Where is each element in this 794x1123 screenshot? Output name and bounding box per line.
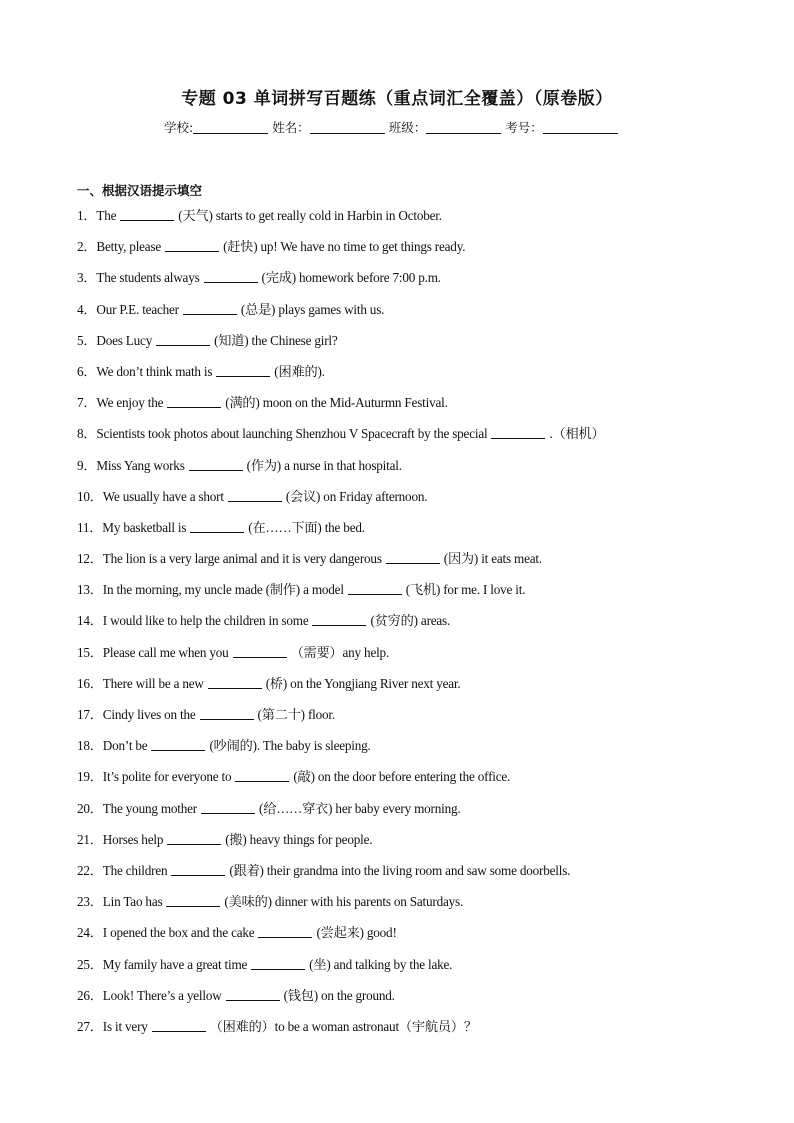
answer-blank (251, 957, 305, 970)
question-text-after: (会议) on Friday afternoon. (285, 488, 428, 504)
name-blank (310, 121, 385, 134)
answer-blank (235, 769, 289, 782)
answer-blank (189, 458, 243, 471)
question-text-after: (美味的) dinner with his parents on Saturdays. (224, 894, 464, 910)
answer-blank (200, 707, 254, 720)
question-text-after: (困难的). (274, 363, 325, 379)
question-text-before: The (96, 208, 117, 223)
question-number: 17． (77, 707, 103, 722)
question-text-after: (作为) a nurse in that hospital. (246, 457, 402, 473)
question-number: 16． (77, 675, 103, 691)
exam-number-field (505, 118, 618, 136)
question-number: 13． (77, 582, 103, 598)
name-label: 姓名： (272, 120, 310, 135)
question-text-before: Lin Tao has (102, 894, 163, 910)
question-text-after: (因为) it eats meat. (443, 551, 542, 567)
question-text-after: （困难的）to be a woman astronaut（宇航员）？ (209, 1018, 477, 1034)
answer-blank (190, 520, 244, 533)
question-text-before: In the morning, my uncle made (制作) a model (102, 582, 344, 598)
question-item (77, 956, 605, 987)
question-text-after: (跟着) their grandma into the living room and saw some doorbells. (229, 862, 571, 878)
question-number: 8． (77, 426, 97, 442)
question-text-before: We enjoy the (96, 395, 164, 411)
question-text-before: Is it very (102, 1018, 148, 1034)
question-item (77, 893, 605, 924)
school-field (164, 118, 268, 136)
class-field (389, 118, 502, 136)
question-number: 27． (77, 1018, 103, 1034)
question-item (77, 737, 605, 768)
question-list (77, 207, 605, 1049)
answer-blank (208, 676, 262, 689)
question-text-after: (尝起来) good! (316, 925, 397, 941)
question-number: 3． (77, 270, 97, 286)
question-text-before: Please call me when you (102, 644, 229, 660)
question-text-before: My basketball is (102, 519, 187, 535)
answer-blank (491, 426, 545, 439)
question-text-after: (完成) homework before 7:00 p.m. (261, 270, 441, 286)
question-text-after: (坐) and talking by the lake. (309, 956, 453, 972)
question-item (77, 207, 605, 238)
question-item (77, 269, 605, 300)
question-text-before: It’s polite for everyone to (102, 769, 232, 785)
question-item (77, 238, 605, 269)
page-title: 专题 03 单词拼写百题练（重点词汇全覆盖）（原卷版） (181, 89, 613, 109)
question-item (77, 644, 605, 675)
answer-blank (228, 489, 282, 502)
question-text-before: Don’t be (102, 738, 148, 754)
question-text-after: (桥) on the Yongjiang River next year. (265, 675, 461, 691)
question-text-before: Miss Yang works (96, 457, 185, 473)
answer-blank (233, 645, 287, 658)
answer-blank (226, 988, 280, 1001)
question-number: 6． (77, 363, 97, 379)
question-text-before: Horses help (102, 831, 164, 847)
question-number: 11． (77, 519, 103, 535)
question-item (77, 425, 605, 456)
question-text-before: Betty, please (96, 239, 162, 255)
question-number: 14． (77, 613, 103, 629)
question-text-after: (满的) moon on the Mid-Auturmn Festival. (225, 395, 448, 411)
question-text-before: I would like to help the children in some (102, 613, 309, 629)
answer-blank (167, 395, 221, 408)
answer-blank (152, 1019, 206, 1032)
school-blank (193, 121, 268, 134)
name-field (272, 118, 385, 136)
question-number: 24． (77, 925, 103, 941)
question-number: 9． (77, 457, 97, 473)
question-number: 4． (77, 301, 97, 317)
question-text-after: (搬) heavy things for people. (225, 831, 373, 847)
question-text-after: (给……穿衣) her baby every morning. (259, 800, 461, 816)
class-blank (426, 121, 501, 134)
student-info-line (164, 118, 618, 136)
question-number: 1． (77, 208, 97, 223)
question-number: 20． (77, 800, 103, 816)
question-number: 22． (77, 862, 103, 878)
question-text-after: (第二十) floor. (257, 707, 335, 722)
question-item (77, 831, 605, 862)
question-item (77, 800, 605, 831)
question-item (77, 394, 605, 425)
school-label: 学校: (164, 120, 194, 135)
question-number: 12． (77, 551, 103, 567)
question-text-before: The students always (96, 270, 200, 286)
question-text-after: (飞机) for me. I love it. (405, 582, 526, 598)
question-text-after: (天气) starts to get really cold in Harbin in October. (178, 208, 442, 223)
question-number: 18． (77, 738, 103, 754)
question-number: 7． (77, 395, 97, 411)
question-text-after: (钱包) on the ground. (283, 987, 395, 1003)
question-item (77, 301, 605, 332)
question-text-before: The lion is a very large animal and it is very dangerous (102, 551, 382, 567)
answer-blank (156, 333, 210, 346)
question-item (77, 706, 605, 737)
question-text-before: Cindy lives on the (102, 707, 196, 722)
question-text-after: .（相机） (549, 426, 605, 442)
question-number: 10． (77, 488, 103, 504)
question-item (77, 675, 605, 706)
exam-number-blank (543, 121, 618, 134)
answer-blank (312, 613, 366, 626)
question-number: 21． (77, 831, 103, 847)
question-text-before: Our P.E. teacher (96, 301, 179, 317)
question-text-before: We don’t think math is (96, 363, 213, 379)
answer-blank (348, 582, 402, 595)
question-item (77, 612, 605, 643)
question-text-after: (知道) the Chinese girl? (214, 332, 338, 348)
question-number: 19． (77, 769, 103, 785)
answer-blank (165, 239, 219, 252)
answer-blank (183, 302, 237, 315)
question-text-after: (吵闹的). The baby is sleeping. (209, 738, 371, 754)
question-item (77, 581, 605, 612)
question-text-before: My family have a great time (102, 956, 248, 972)
answer-blank (216, 364, 270, 377)
question-text-after: (敲) on the door before entering the office. (293, 769, 511, 785)
question-text-before: We usually have a short (102, 488, 224, 504)
question-text-before: The children (102, 862, 168, 878)
question-number: 5． (77, 332, 97, 348)
answer-blank (171, 863, 225, 876)
question-item (77, 924, 605, 955)
question-text-before: The young mother (102, 800, 198, 816)
question-text-before: Scientists took photos about launching Shenzhou V Spacecraft by the special (96, 426, 488, 442)
question-text-before: Does Lucy (96, 332, 153, 348)
question-item (77, 768, 605, 799)
answer-blank (120, 208, 174, 221)
question-number: 26． (77, 987, 103, 1003)
exam-number-label: 考号： (505, 120, 543, 135)
answer-blank (166, 894, 220, 907)
answer-blank (151, 738, 205, 751)
section-heading: 一、根据汉语提示填空 (77, 183, 203, 198)
answer-blank (201, 801, 255, 814)
class-label: 班级： (388, 120, 427, 135)
question-number: 2． (77, 239, 97, 255)
question-item (77, 1018, 605, 1049)
question-number: 23． (77, 894, 103, 910)
question-item (77, 457, 605, 488)
question-item (77, 363, 605, 394)
question-text-before: Look! There’s a yellow (102, 987, 222, 1003)
answer-blank (167, 832, 221, 845)
question-text-before: I opened the box and the cake (102, 925, 255, 941)
question-text-after: （需要）any help. (290, 644, 390, 660)
question-text-after: (在……下面) the bed. (248, 519, 365, 535)
question-item (77, 332, 605, 363)
question-text-after: (总是) plays games with us. (240, 301, 385, 317)
question-item (77, 519, 605, 550)
question-item (77, 550, 605, 581)
answer-blank (386, 551, 440, 564)
question-text-before: There will be a new (102, 675, 204, 691)
answer-blank (258, 925, 312, 938)
answer-blank (204, 270, 258, 283)
question-item (77, 488, 605, 519)
question-number: 15． (77, 644, 103, 660)
question-text-after: (贫穷的) areas. (370, 613, 451, 629)
question-item (77, 862, 605, 893)
question-item (77, 987, 605, 1018)
question-number: 25． (77, 956, 103, 972)
question-text-after: (赶快) up! We have no time to get things ready. (223, 239, 466, 255)
